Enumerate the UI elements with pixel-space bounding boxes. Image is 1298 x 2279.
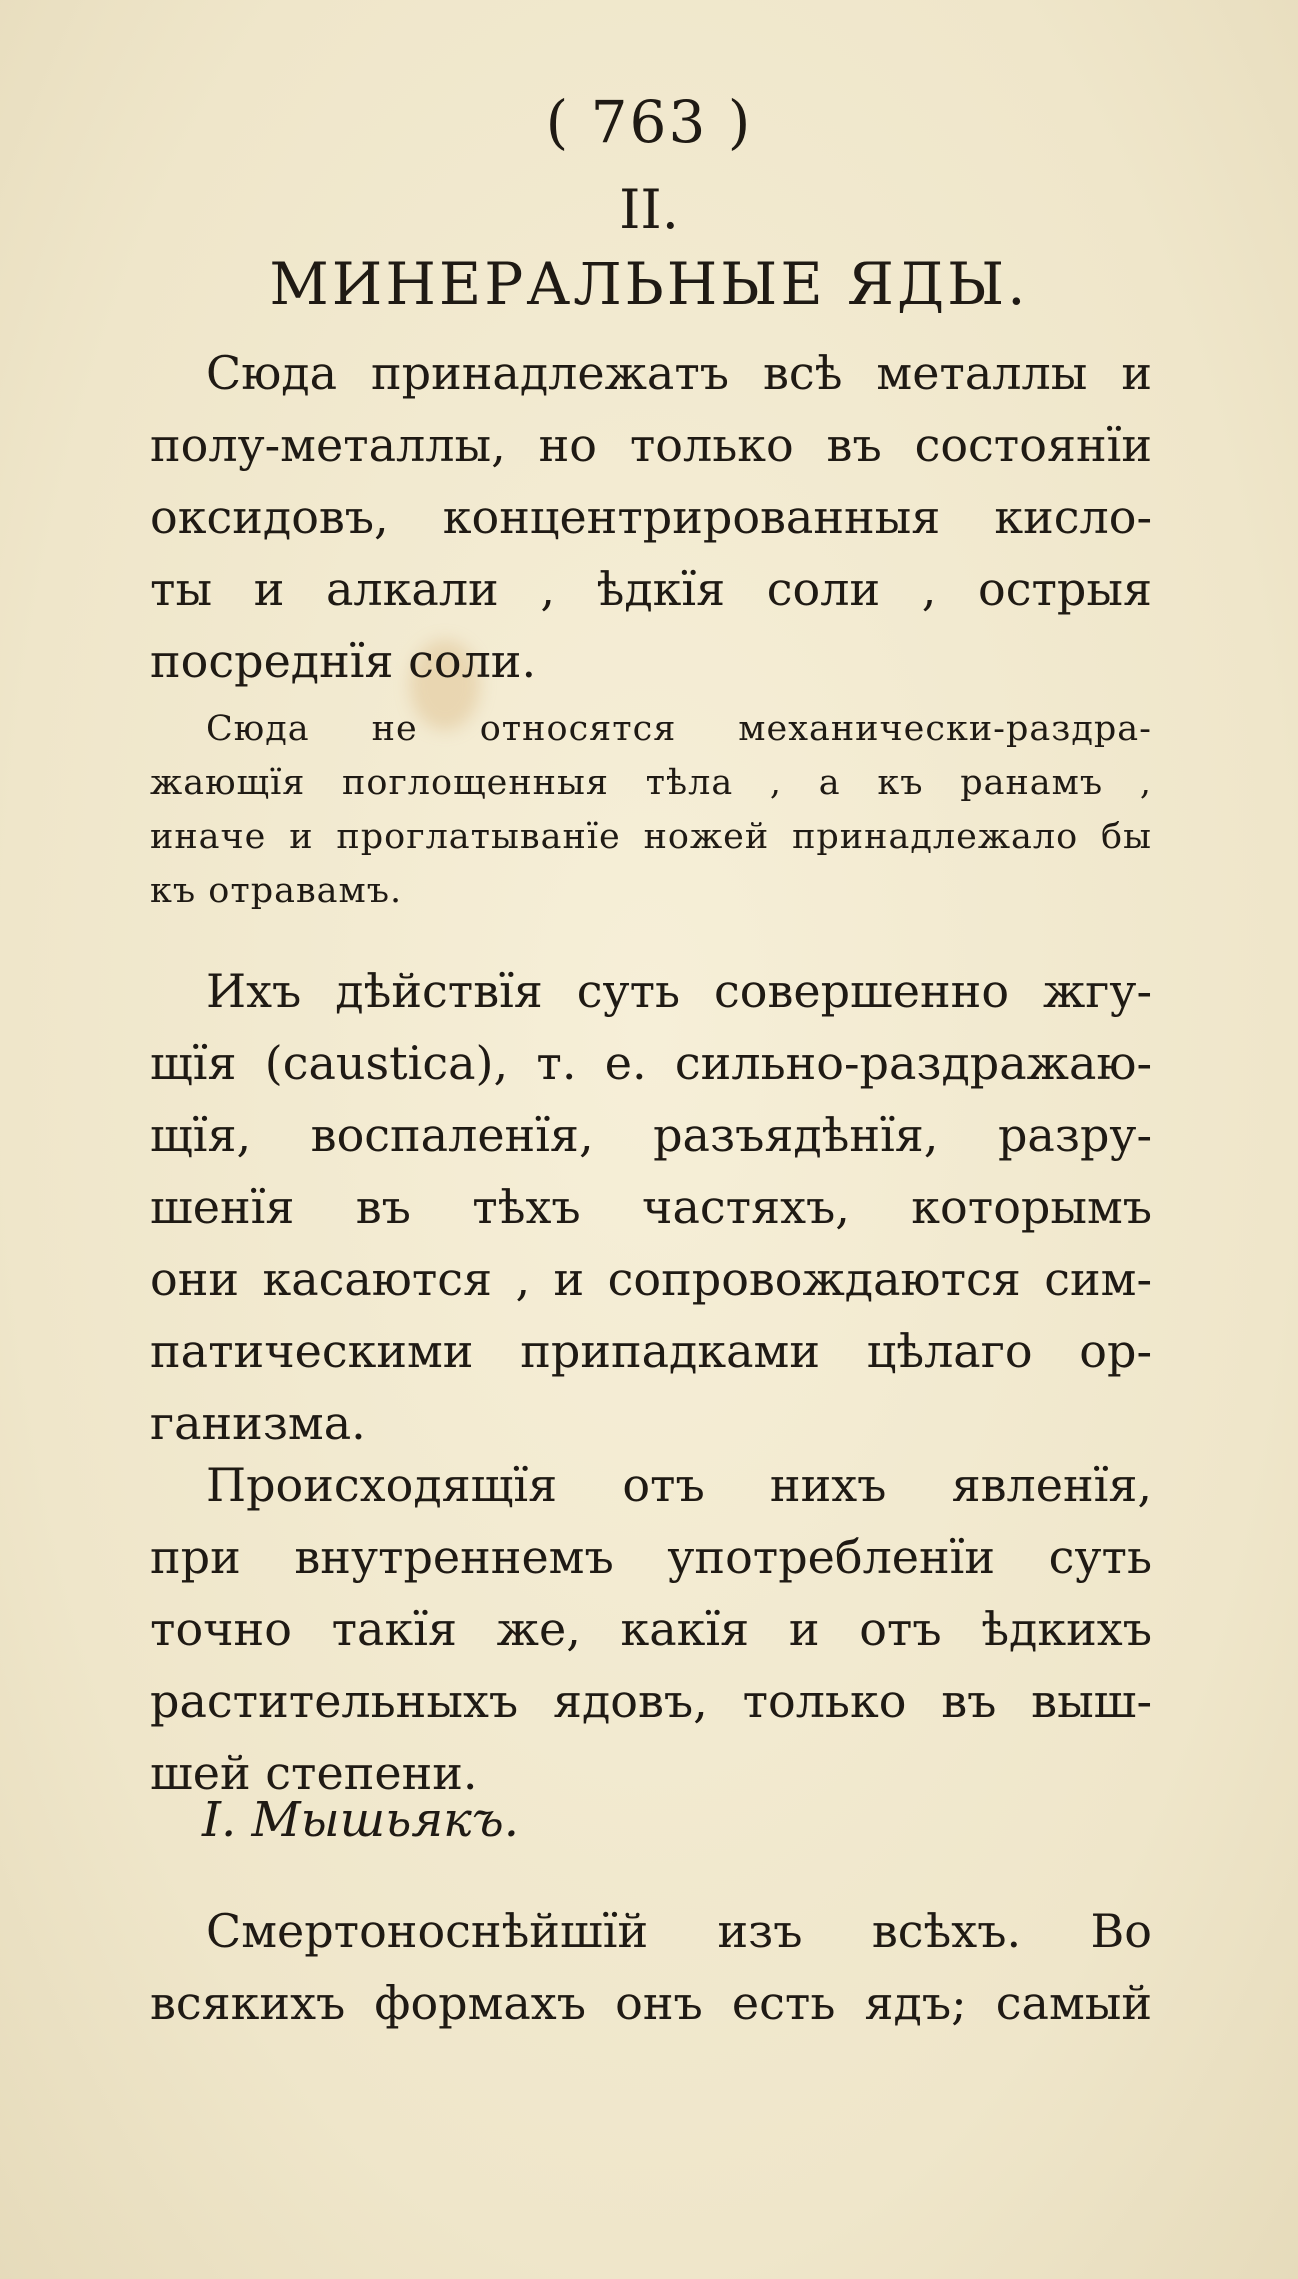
text-line: щїя (caustica), т. е. сильно-раздражаю- xyxy=(150,1036,1152,1090)
paragraph-1 xyxy=(150,346,1152,710)
text-line: всякихъ формахъ онъ есть ядъ; самый xyxy=(150,1976,1152,2030)
text-line: Смертоноснѣйшїй изъ всѣхъ. Во xyxy=(206,1904,1152,1958)
text-line: шей степени. xyxy=(150,1746,478,1800)
section-number: II. xyxy=(619,178,679,241)
page-number: ( 763 ) xyxy=(545,88,753,156)
section-title: МИНЕРАЛЬНЫЕ ЯДЫ. xyxy=(269,250,1029,318)
paragraph-3 xyxy=(150,964,1152,1472)
text-line: Сюда не относятся механически-раздра- xyxy=(206,709,1152,749)
text-line: Сюда принадлежатъ всѣ металлы и xyxy=(206,346,1152,400)
text-line: ты и алкали , ѣдкїя соли , острыя xyxy=(150,562,1152,616)
subsection-title: I. Мышьякъ. xyxy=(202,1792,520,1848)
text-line: полу-металлы, но только въ состоянїи xyxy=(150,418,1152,472)
text-line: къ отравамъ. xyxy=(150,871,403,911)
text-line: ганизма. xyxy=(150,1396,366,1450)
text-line: точно такїя же, какїя и отъ ѣдкихъ xyxy=(150,1602,1152,1656)
text-line: оксидовъ, концентрированныя кисло- xyxy=(150,490,1152,544)
text-line: шенїя въ тѣхъ частяхъ, которымъ xyxy=(150,1180,1152,1234)
paragraph-4 xyxy=(150,1458,1152,1822)
paragraph-2-note xyxy=(150,709,1152,928)
text-line: при внутреннемъ употребленїи суть xyxy=(150,1530,1152,1584)
text-line: патическими припадками цѣлаго ор- xyxy=(150,1324,1152,1378)
text-line: иначе и проглатыванїе ножей принадлежало бы xyxy=(150,817,1152,857)
text-line: щїя, воспаленїя, разъядѣнїя, разру- xyxy=(150,1108,1152,1162)
text-line: посреднїя соли. xyxy=(150,634,537,688)
text-line: жающїя поглощенныя тѣла , а къ ранамъ , xyxy=(150,763,1152,803)
text-line: Происходящїя отъ нихъ явленїя, xyxy=(206,1458,1152,1512)
paragraph-5 xyxy=(150,1904,1152,2052)
text-line: они касаются , и сопровождаются сим- xyxy=(150,1252,1152,1306)
text-line: растительныхъ ядовъ, только въ выш- xyxy=(150,1674,1152,1728)
text-line: Ихъ дѣйствїя суть совершенно жгу- xyxy=(206,964,1152,1018)
